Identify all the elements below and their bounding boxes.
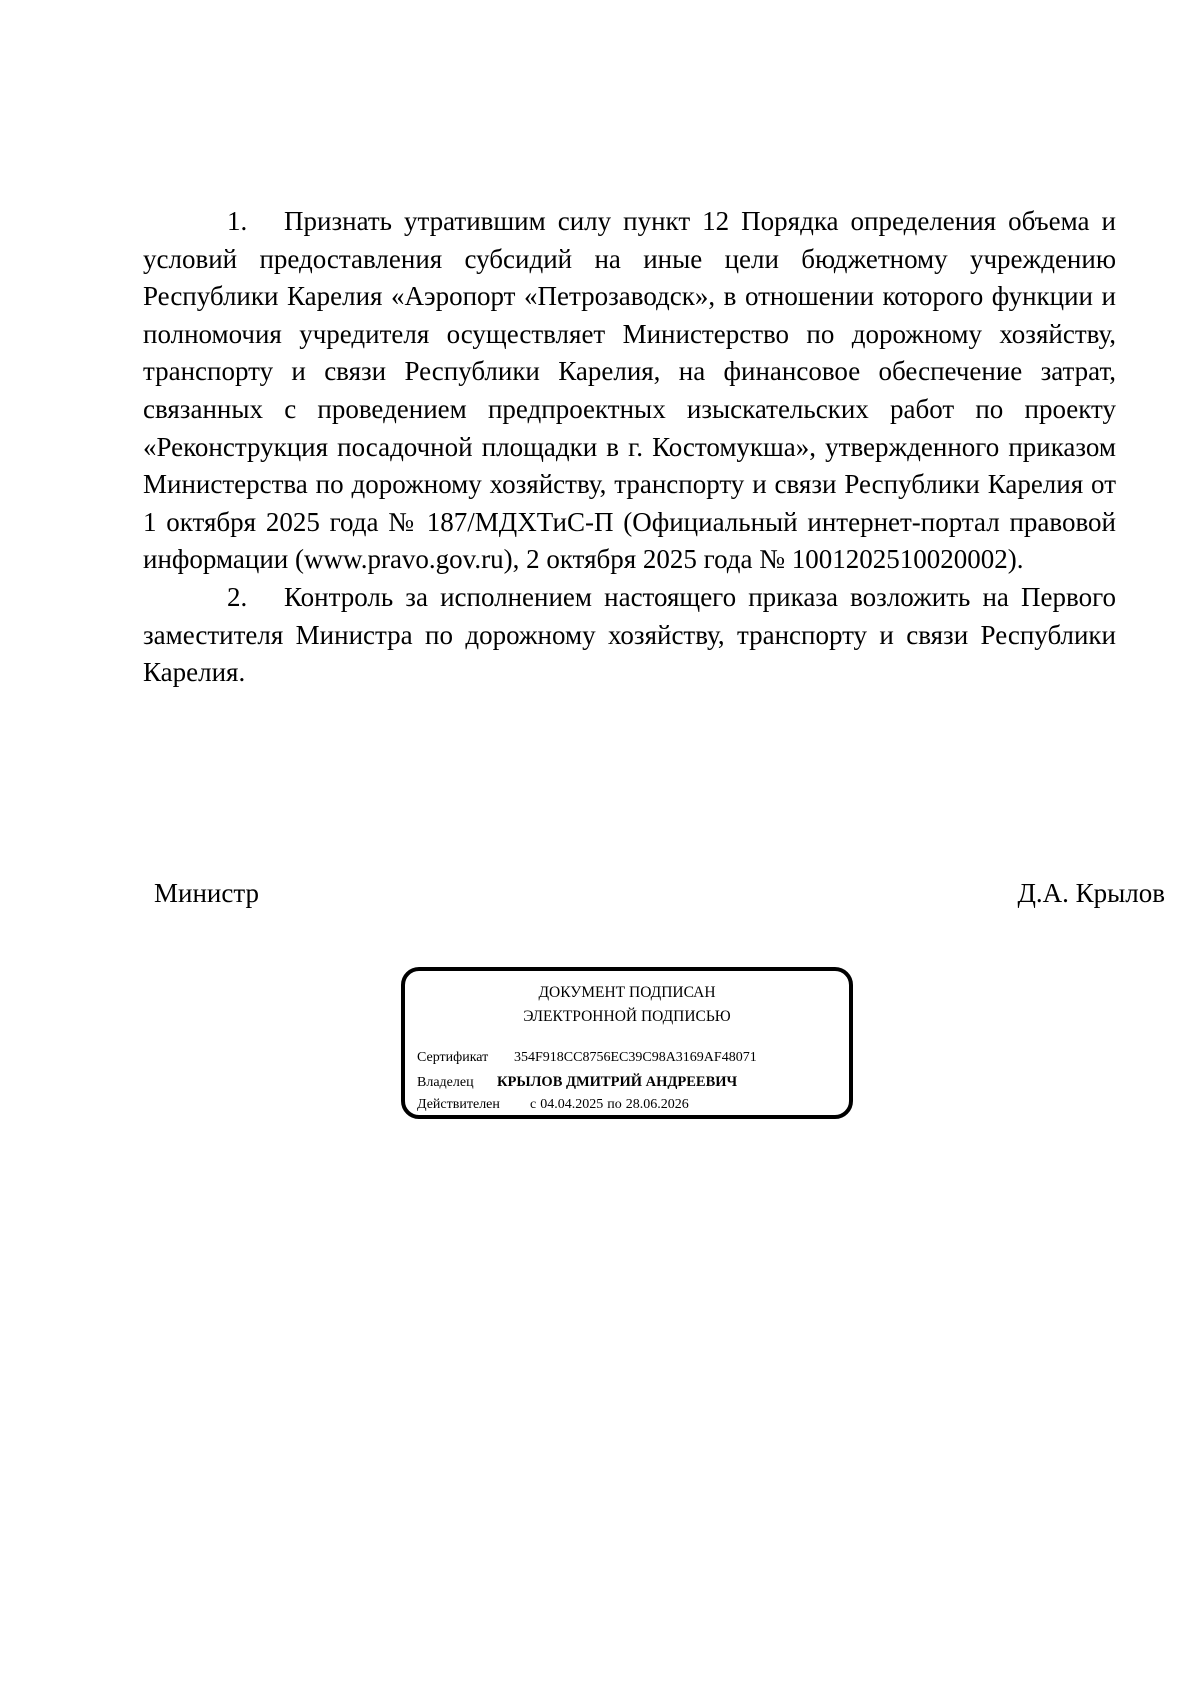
validity-to-prefix: по [607,1097,622,1112]
paragraph-text: Признать утратившим силу пункт 12 Порядка определения объема и условий предоставления субсидий на иные цели бюджетному учреждению Республики Карелия «Аэропорт «Петрозаводск», в отношении которого функции и полномочия учредителя осуществляет Министерство по дорожному хозяйству, транспорту и связи Республики Карелия, на финансовое обеспечение затрат, связанных с проведением предпроектных изыскательских работ по проекту «Реконструкция посадочной площадки в г. Костомукша», утвержденного приказом Министерства по дорожному хозяйству, транспорту и связи Республики Карелия от 1 октября 2025 года № 187/МДХТиС-П (Официальный интернет-портал правовой информации (www.pravo.gov.ru), 2 октября 2025 года № 1001202510020002). [143,206,1116,575]
stamp-certificate-row [417,1048,757,1068]
document-body [143,203,1116,692]
validity-from-prefix: с [530,1097,537,1112]
paragraph-number: 2. [227,581,248,612]
stamp-heading [405,981,849,1029]
paragraph-number: 1. [227,206,248,236]
electronic-signature-stamp [401,967,853,1119]
stamp-heading-line-2: ЭЛЕКТРОННОЙ ПОДПИСЬЮ [523,1008,731,1025]
validity-to-date: 28.06.2026 [625,1097,689,1112]
owner-label: Владелец [417,1075,474,1090]
paragraph-2 [143,579,1116,692]
validity-label: Действителен [417,1097,500,1112]
stamp-validity-row [417,1095,689,1115]
paragraph-text: Контроль за исполнением настоящего приказа возложить на Первого заместителя Министра по дорожному хозяйству, транспорту и связи Республики Карелия. [143,581,1116,688]
signatory-name: Д.А. Крылов [1017,878,1165,908]
certificate-label: Сертификат [417,1050,489,1065]
certificate-value: 354F918CC8756EC39C98A3169AF48071 [514,1050,757,1065]
stamp-heading-line-1: ДОКУМЕНТ ПОДПИСАН [538,984,716,1001]
paragraph-1 [143,203,1116,579]
validity-from-date: 04.04.2025 [540,1097,604,1112]
owner-value: КРЫЛОВ ДМИТРИЙ АНДРЕЕВИЧ [497,1074,738,1090]
stamp-owner-row [417,1072,737,1093]
signatory-title: Министр [154,878,259,908]
